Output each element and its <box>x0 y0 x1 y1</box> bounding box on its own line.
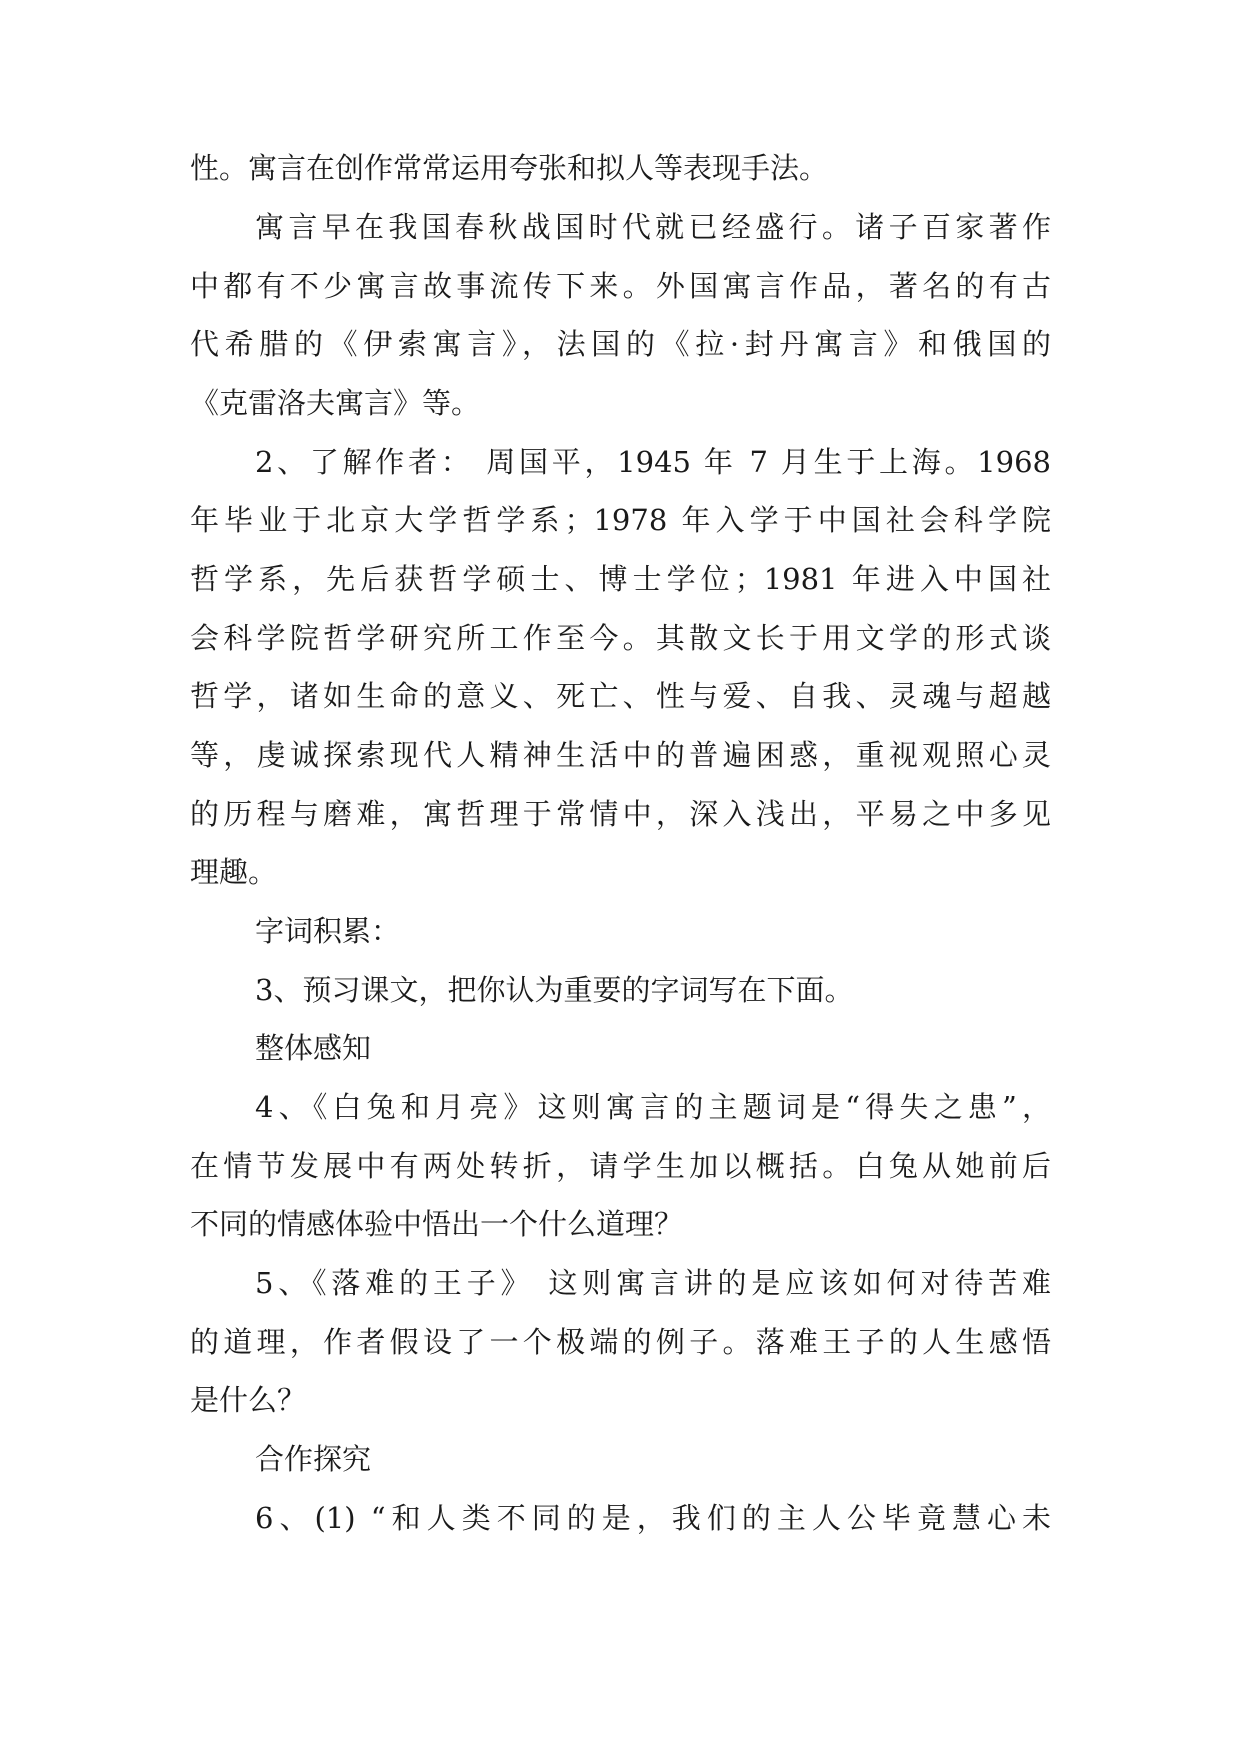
text-line: 2、了解作者： 周国平，1945 年 7 月生于上海。1968 <box>255 445 1051 479</box>
text-line: 4、《白兔和月亮》这则寓言的主题词是“得失之患”， <box>255 1090 1051 1124</box>
text-line: 理趣。 <box>190 855 278 889</box>
text-line: 年毕业于北京大学哲学系；1978 年入学于中国社会科学院 <box>190 503 1051 537</box>
text-line: 3、预习课文，把你认为重要的字词写在下面。 <box>255 973 854 1007</box>
text-line: 在情节发展中有两处转折，请学生加以概括。白兔从她前后 <box>190 1149 1051 1183</box>
text-line: 等，虔诚探索现代人精神生活中的普遍困惑，重视观照心灵 <box>190 738 1051 772</box>
text-line: 的道理，作者假设了一个极端的例子。落难王子的人生感悟 <box>190 1325 1051 1359</box>
section-heading: 整体感知 <box>255 1031 372 1065</box>
section-heading: 合作探究 <box>255 1442 372 1476</box>
text-line: 不同的情感体验中悟出一个什么道理？ <box>190 1207 684 1241</box>
section-heading: 字词积累： <box>255 914 401 948</box>
text-line: 6、(1) “和人类不同的是，我们的主人公毕竟慧心未 <box>255 1501 1051 1535</box>
text-line: 会科学院哲学研究所工作至今。其散文长于用文学的形式谈 <box>190 621 1051 655</box>
text-line: 《克雷洛夫寓言》等。 <box>190 386 481 420</box>
text-line: 哲学，诸如生命的意义、死亡、性与爱、自我、灵魂与超越 <box>190 679 1051 713</box>
text-line: 是什么？ <box>190 1383 307 1417</box>
text-line: 性。寓言在创作常常运用夸张和拟人等表现手法。 <box>190 151 829 185</box>
text-line: 5、《落难的王子》 这则寓言讲的是应该如何对待苦难 <box>255 1266 1051 1300</box>
text-line: 寓言早在我国春秋战国时代就已经盛行。诸子百家著作 <box>255 210 1051 244</box>
text-line: 代希腊的《伊索寓言》，法国的《拉·封丹寓言》和俄国的 <box>190 327 1051 361</box>
text-line: 的历程与磨难，寓哲理于常情中，深入浅出，平易之中多见 <box>190 797 1051 831</box>
text-line: 中都有不少寓言故事流传下来。外国寓言作品，著名的有古 <box>190 269 1051 303</box>
text-line: 哲学系，先后获哲学硕士、博士学位；1981 年进入中国社 <box>190 562 1051 596</box>
